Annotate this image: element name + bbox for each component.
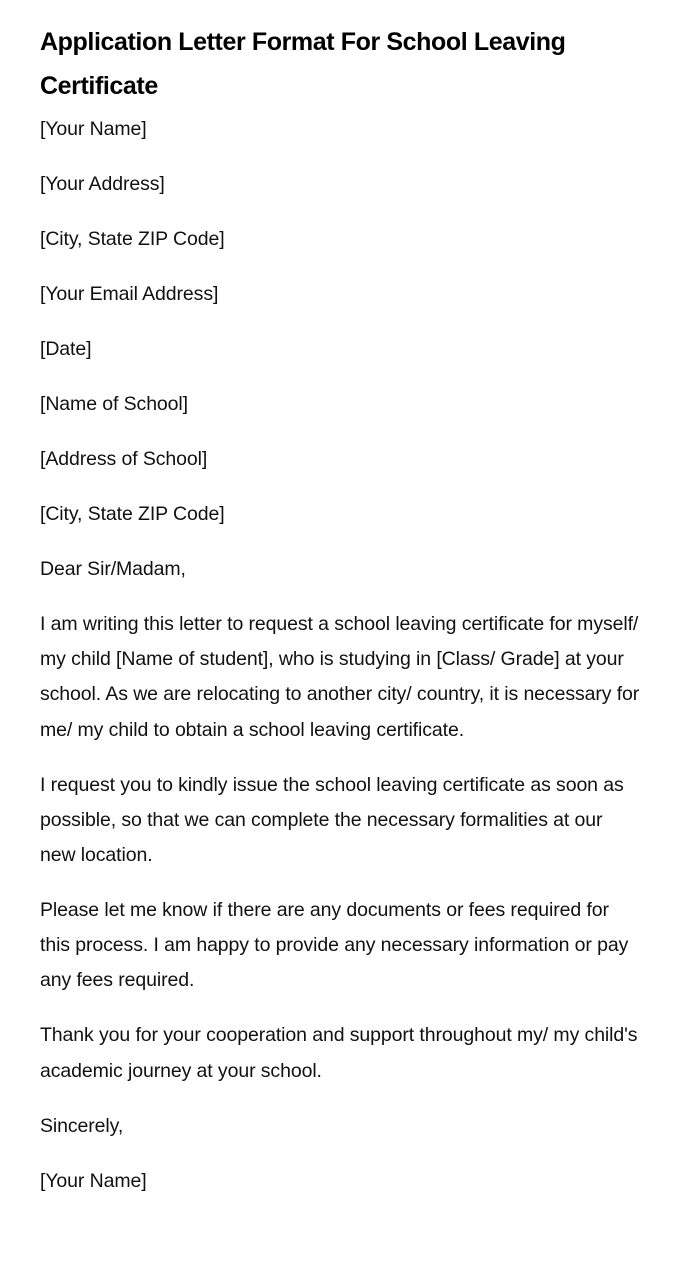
salutation: Dear Sir/Madam, (40, 558, 186, 580)
recipient-school: [Name of School] (40, 393, 188, 415)
sender-city: [City, State ZIP Code] (40, 228, 225, 250)
signature: [Your Name] (40, 1169, 147, 1192)
recipient-address: [Address of School] (40, 448, 208, 470)
body-paragraph: Please let me know if there are any documents or fees required for this process. I am happy to provide any necessary information or pay any fees required. (40, 899, 629, 992)
body-paragraph: Thank you for your cooperation and support throughout my/ my child's academic journey at your school. (40, 1024, 638, 1082)
body-paragraph: I am writing this letter to request a school leaving certificate for myself/ my child [Name of student], who is studying in [Class/ Grade] at your school. As we are relocating to another city/ country, it is necessary for me/ my child to obtain a school leaving certificate. (40, 613, 640, 741)
sender-address: [Your Address] (40, 173, 165, 195)
sender-email: [Your Email Address] (40, 283, 219, 305)
closing: Sincerely, (40, 1114, 124, 1137)
page-title: Application Letter Format For School Leaving Certificate (40, 28, 566, 100)
letter-date: [Date] (40, 338, 92, 360)
body-paragraph: I request you to kindly issue the school leaving certificate as soon as possible, so that we can complete the necessary formalities at our new location. (40, 773, 624, 867)
recipient-city: [City, State ZIP Code] (40, 503, 225, 525)
sender-name: [Your Name] (40, 118, 147, 140)
